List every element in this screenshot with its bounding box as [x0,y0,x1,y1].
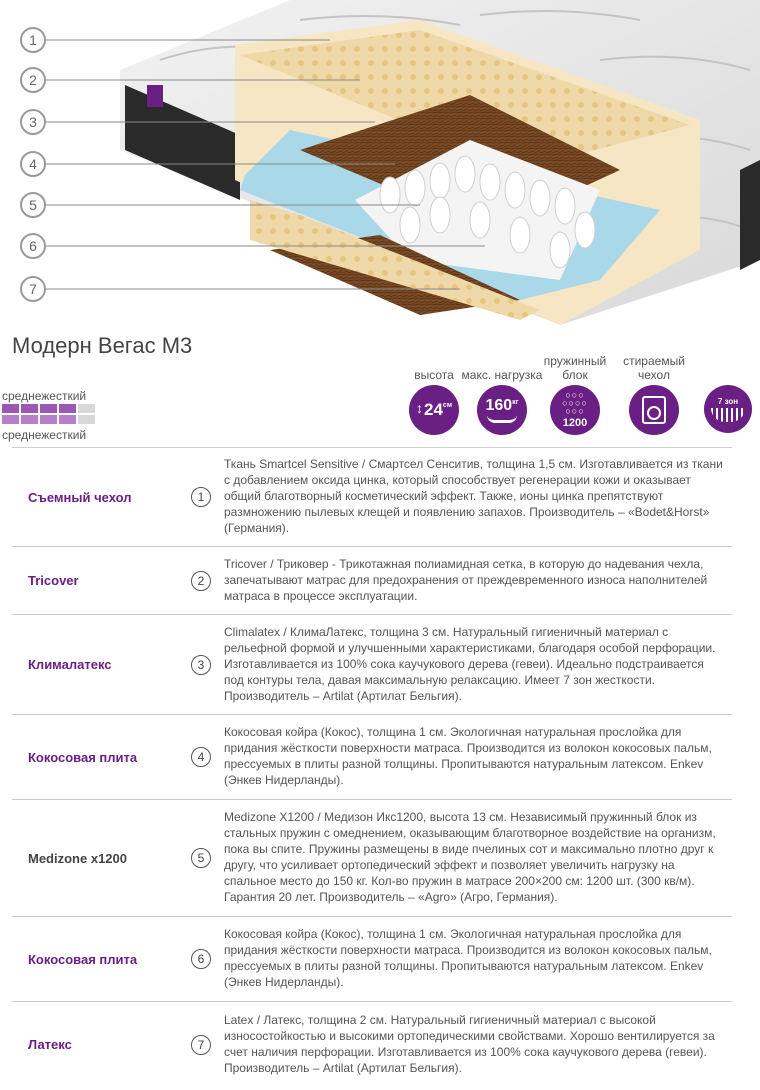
feature-height-label: высота [414,368,454,382]
layer-description: Medizone X1200 / Медизон Икс1200, высота 13 см. Независимый пружинный блок из стальных пружин с омеднением, оказывающим благотворное воздействие на организм, пока вы спите. Пружины размещены в виде пчелиных сот и максимально плотно друг к другу, что усиливает ортопедический эффект и позволяет увеличить нагрузку на спальное место до 150 кг. Кол-во пружин в матрасе 200×200 см: 1200 шт. (300 кв/м). Гарантия 20 лет. Производитель – «Agro» (Агро, Германия). [224,800,732,917]
layer-name: Medizone x1200 [12,800,178,917]
mattress-cutaway-image [0,0,760,325]
spring-grid-icon: ○○○ ○○○○ ○○○ 1200 [550,385,600,435]
layer-marker-5: 5 [20,192,46,218]
layer-number-badge: 1 [191,487,211,507]
table-row [12,715,732,800]
height-icon: ↕ 24 см [409,385,459,435]
layer-number-badge: 3 [191,655,211,675]
layer-number-badge: 6 [191,949,211,969]
layer-name: Латекс [12,1002,178,1088]
layer-number-badge: 2 [191,571,211,591]
feature-washable-cover [612,352,696,435]
zones-icon: 7 зон [704,385,752,433]
layer-marker-2: 2 [20,67,46,93]
product-title: Модерн Вегас М3 [12,333,193,358]
layer-name: Клималатекс [12,615,178,715]
layer-description: Кокосовая койра (Кокос), толщина 1 см. Экологичная натуральная прослойка для придания жёсткости поверхности матраса. Производится из волокон кокосовых пальм, прессуемых в плиты разной толщины. Пропитываются натуральным латексом. Enkev (Энкев Нидерланды). [224,917,732,1002]
feature-spring-block-label: пружинный блок [543,354,607,382]
layer-number-badge: 4 [191,747,211,767]
layer-marker-6: 6 [20,233,46,259]
feature-max-load-label: макс. нагрузка [461,368,543,382]
table-row [12,547,732,615]
table-row [12,800,732,917]
layer-name: Кокосовая плита [12,917,178,1002]
feature-max-load [460,352,544,435]
layer-description: Ткань Smartcel Sensitive / Смартсел Сенситив, толщина 1,5 см. Изготавливается из ткани с добавлением оксида цинка, который способствует регенерации кожи и оказывает общий благотворный косметический эффект. Также, ионы цинка препятствуют размножению пылевых клещей и появлению запахов. Производитель – «Bodet&Horst» (Германия). [224,448,732,547]
feature-washable-cover-label: стираемый чехол [623,354,685,382]
layer-description: Кокосовая койра (Кокос), толщина 1 см. Экологичная натуральная прослойка для придания жёсткости поверхности матраса. Производится из волокон кокосовых пальм, прессуемых в плиты разной толщины. Пропитываются натуральным латексом. Enkev (Энкев Нидерланды). [224,715,732,800]
table-row [12,448,732,547]
firmness-top-label: среднежесткий [2,389,87,403]
firmness-bottom-label: среднежесткий [2,428,87,442]
layer-number-badge: 5 [191,848,211,868]
feature-7-zones [688,352,760,433]
layer-description: Climalatex / КлимаЛатекс, толщина 3 см. Натуральный гигиеничный материал с рельефной формой и улучшенными характеристиками, благодаря особой перфорации. Изготавливается из 100% сока каучукового дерева (гевеи). Идеально подстраивается под контуры тела, давая максимальную релаксацию. Имеет 7 зон жесткости. Производитель – Artilat (Артилат Бельгия). [224,615,732,715]
layers-spec-table [12,447,732,1088]
layer-name: Съемный чехол [12,448,178,547]
layer-number-badge: 7 [191,1035,211,1055]
layer-name: Tricover [12,547,178,615]
firmness-row-bottom [2,415,96,424]
table-row [12,1002,732,1088]
layer-marker-7: 7 [20,276,46,302]
washing-machine-icon [629,385,679,435]
table-row [12,615,732,715]
layer-description: Latex / Латекс, толщина 2 см. Натуральный гигиеничный материал с высокой износостойкостью и высокими ортопедическими свойствами. Хорошо вентилируется за счет наличия перфорации. Изготавливается из 100% сока каучукового дерева (гевеи). Производитель – Artilat (Артилат Бельгия). [224,1002,732,1088]
feature-spring-block [533,352,617,435]
table-row [12,917,732,1002]
layer-name: Кокосовая плита [12,715,178,800]
layer-marker-1: 1 [20,27,46,53]
layer-marker-3: 3 [20,109,46,135]
firmness-row-top [2,404,96,413]
layer-marker-4: 4 [20,151,46,177]
weight-icon: 160 кг [477,385,527,435]
firmness-bar [2,404,96,424]
layer-description: Tricover / Триковер - Трикотажная полиамидная сетка, в которую до надевания чехла, запечатывают матрас для предохранения от преждевременного износа наполнителей матраса в процессе эксплуатации. [224,547,732,615]
mattress-layers-illustration [0,0,760,325]
